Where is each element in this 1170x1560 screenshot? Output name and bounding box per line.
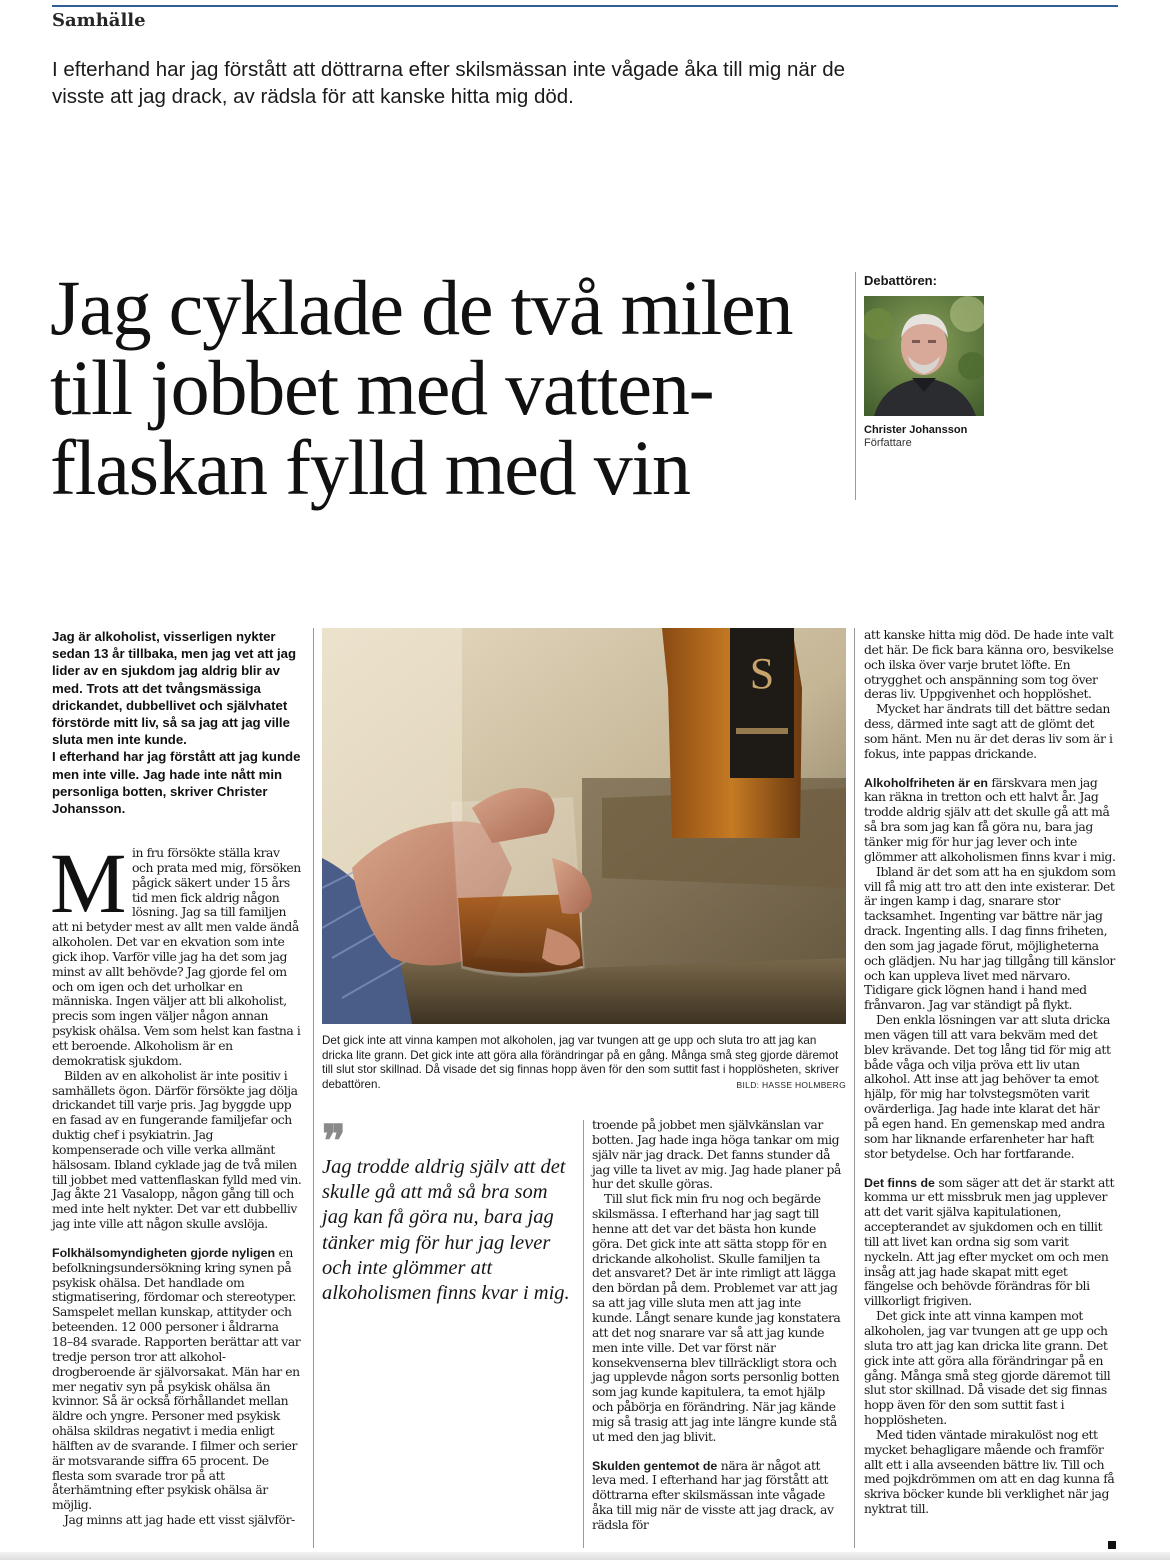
author-name: Christer Johansson [864, 424, 968, 436]
body-column-4 [864, 628, 1116, 1517]
column-divider [583, 1120, 584, 1548]
author-label: Debattören: [864, 273, 937, 288]
body-paragraph: Skulden gentemot de nära är något att leva med. I efterhand har jag förstått att döttrarna efter skilsmässan inte vågade åka till mig när de visste att jag drack, av rädsla för [592, 1457, 834, 1532]
section-label: Samhälle [52, 10, 146, 31]
body-paragraph: att kanske hitta mig död. De hade inte valt det här. De fick bara känna oro, besvikelse och ilska över varje brutet löfte. En otrygghet och anspänning som tog över deras liv. Uppgivenhet och hopplöshet. [864, 627, 1114, 702]
body-paragraph: Bilden av en alkoholist är inte positiv i samhällets ögon. Därför försökte jag dölja drickandet till varje pris. Jag byggde upp en fasad av en fungerande familjefar och duktig chef i psykiatrin. Jag kompenserade och ville verka allmänt hälsosam. Ibland cyklade jag de två milen till jobbet med vattenflaskan fylld med vin. Jag åkte 21 Vasalopp, någon gång till och med inte helt nykter. Det var ett dubbelliv jag inte ville att någon skulle avslöja. [52, 1067, 302, 1232]
body-paragraph: Mycket har ändrats till det bättre sedan dess, därmed inte sagt att de glömt det som hänt. Men nu är det deras liv som är i fokus, inte pappas drickande. [864, 701, 1113, 761]
author-role: Författare [864, 437, 912, 449]
author-divider [855, 272, 856, 500]
headline [50, 264, 850, 511]
body-paragraph: Alkoholfriheten är en färskvara men jag kan räkna in tretton och ett halvt år. Jag trodde aldrig själv att det skulle gå att må så bra som jag kan få göra nu, bara jag tänker mig för hur jag lever och inte glömmer att alkoholismen finns kvar i mig. [864, 774, 1116, 864]
author-portrait [864, 296, 984, 416]
body-paragraph: Med tiden väntade mirakulöst nog ett mycket behagligare mående och framför allt ett i alla avseenden bättre liv. Till och med pojkdrömmen om att en dag kunna få skriva böcker kunde bli verklighet när jag nyktrat till. [864, 1426, 1115, 1517]
pull-quote: Jag trodde aldrig själv att det skulle gå att må så bra som jag kan få göra nu, bara jag tänker mig för hur jag lever och inte glömmer att alkoholismen finns kvar i mig. [322, 1156, 570, 1305]
body-column-3 [592, 1118, 842, 1533]
ingress [52, 628, 302, 817]
column-divider [854, 628, 855, 1548]
page-edge [0, 1552, 1170, 1560]
body-paragraph: Till slut fick min fru nog och begärde skilsmässa. I efterhand har jag sagt till henne att det var det bästa hon kunde göra. Det gick inte att sätta stopp för en drickande alkoholist. Skulle familjen ta det ansvaret? Det är inte rimligt att lägga den bördan på dem. Problemet var att jag sa att jag ville sluta men att jag inte kunde. Långt senare kunde jag konstatera att det nog snarare var så att jag kunde men inte ville. Det var först när konsekvenserna blev tillräckligt stora och jag upplevde någon sorts personlig botten som jag kunde kapitulera, ta emot hjälp och påbörja en förändring. När jag kände mig så trasig att jag inte längre kunde stå ut med den jag blivit. [592, 1191, 841, 1444]
column-divider [313, 628, 314, 1548]
body-paragraph: Den enkla lösningen var att sluta dricka men vägen till att vara bekväm med det blev krävande. Det tog lång tid för mig att både våga och vilja pröva ett liv utan alkohol. Att inse att jag behöver ta emot hjälp, för mig har tolvstegsmöten varit ovärderliga. Jag hade inte klarat det här på egen hand. En gemenskap med andra som har liknande erfarenheter har haft stor betydelse. Och har fortfarande. [864, 1012, 1111, 1161]
photo-credit: BILD: HASSE HOLMBERG [736, 1080, 846, 1090]
svg-text:S: S [749, 649, 775, 698]
body-paragraph: Min fru försökte ställa krav och prata med mig, försöken pågick säkert under 15 års tid men fick aldrig någon lösning. Jag sa till familjen att ni betyder mest av allt men valde ändå alkoholen. Det var en ekvation som inte gick ihop. Varför ville jag ha det som jag minst av allt behövde? Jag gjorde fel om och om igen och det urholkar en människa. Ingen väljer att bli alkoholist, precis som ingen väljer någon annan psykisk ohälsa. Vem som helst kan fastna i ett beroende. Alkoholism är en demokratisk sjukdom. [50, 835, 301, 1068]
body-paragraph: troende på jobbet men självkänslan var botten. Jag hade inga höga tankar om mig själv när jag drack. Det fanns stunder då jag ville ta livet av mig. Jag hade planer på hur det skulle göras. [592, 1117, 841, 1192]
top-pull-quote: I efterhand har jag förstått att döttrarna efter skilsmässan inte vågade åka till mig när de visste att jag drack, av rädsla för att kanske hitta mig död. [52, 58, 846, 108]
body-paragraph: Det gick inte att vinna kampen mot alkoholen, jag var tvungen att ge upp och sluta tro att jag kan dricka lite grann. Det gick inte att göra alla förändringar på en gång. Många små steg gjorde däremot till slut stor skillnad. Då visade det sig finnas hopp även för den som suttit fast i hopplösheten. [864, 1308, 1111, 1428]
headline-line-3: flaskan fylld med vin [50, 424, 690, 511]
top-rule [52, 5, 1118, 7]
photo-caption: Det gick inte att vinna kampen mot alkoholen, jag var tvungen att ge upp och sluta tro att jag kan dricka lite grann. Det gick inte att göra alla förändringar på en gång. Många små steg gjorde däremot till slut stor skillnad. Då visade det sig finnas hopp även för den som suttit fast i hopplösheten, skriver debattören. [322, 1034, 839, 1091]
body-paragraph: Folkhälsomyndigheten gjorde nyligen en befolkningsundersökning kring synen på psykisk ohälsa. Det handlade om stigmatisering, fördomar och stereotyper. Samspelet mellan kunskap, attityder och beteenden. 12 000 personer i åldrarna 18–84 svarade. Rapporten berättar att var tredje person tror att alkohol- drogberoende är självorsakat. Män har en mer negativ syn på psykisk ohälsa än kvinnor. Så är också förhållandet mellan äldre och yngre. Personer med psykisk ohälsa skildras negativt i media enligt hälften av de svarande. I filmer och serier är motsvarande siffra 65 procent. De flesta som svarade tror på att återhämtning efter psykisk ohälsa är möjlig. [52, 1244, 301, 1513]
article-photo [322, 628, 846, 1024]
quote-mark-icon: ❞ [322, 1117, 346, 1166]
body-paragraph: Det finns de som säger att det är starkt att komma ur ett missbruk men jag upplever att det varit själva kapitulationen, accepterandet av sjukdomen och en tillit till att livet kan ordna sig som varit nyckeln. Att jag efter mycket om och men insåg att jag hade skapat mitt eget fängelse och behövde förändras för bli villkorligt frigiven. [864, 1174, 1114, 1309]
body-paragraph: Jag minns att jag hade ett visst självför- [64, 1512, 295, 1528]
body-column-1 [50, 835, 302, 1528]
headline-line-2: till jobbet med vatten- [50, 344, 714, 431]
drop-cap: M [50, 835, 127, 931]
body-paragraph: Ibland är det som att ha en sjukdom som vill få mig att tro att den inte existerar. Det är ingen kamp i dag, snarare stor tacksamhet. Ingenting var bättre när jag drack. Ingenting alls. I dag finns friheten, den som jag jagade förut, möjligheterna och glädjen. Nu har jag tillgång till känslor och kan uppleva livet med närvaro. Tidigare gick lögnen hand i hand med frånvaron. Jag var ständigt på flykt. [864, 863, 1116, 1013]
ingress-paragraph-1: Jag är alkoholist, visserligen nykter sedan 13 år tillbaka, men jag vet att jag lider av en sjukdom jag aldrig blir av med. Trots att det tvångsmässiga drickandet, dubbellivet och självhatet förstörde mitt liv, så sa jag att jag ville sluta men inte kunde. [52, 629, 297, 748]
headline-line-1: Jag cyklade de två milen [50, 264, 793, 351]
ingress-paragraph-2: I efterhand har jag förstått att jag kunde men inte ville. Jag hade inte nått min personliga botten, skriver Christer Johansson. [52, 749, 301, 817]
end-of-article-mark [1108, 1541, 1116, 1549]
